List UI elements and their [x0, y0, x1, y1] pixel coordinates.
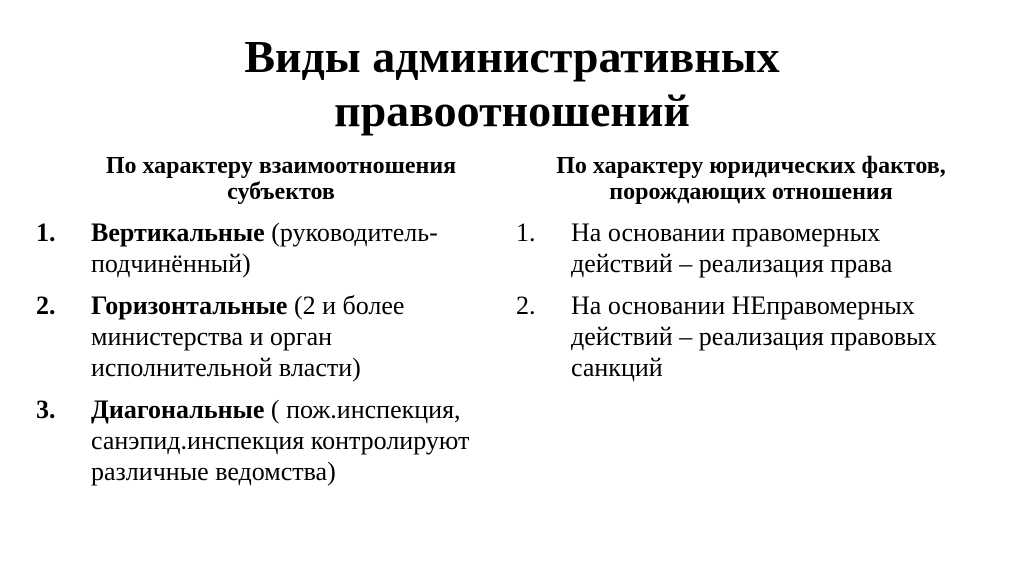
list-item [516, 290, 986, 383]
list-item [36, 394, 512, 487]
list-item-number: 2. [36, 291, 56, 320]
list-item [516, 217, 986, 279]
list-item-term: Горизонтальные [91, 291, 288, 320]
list-item-number: 1. [516, 218, 536, 247]
left-column-heading [36, 153, 512, 205]
list-item-text: На основании НЕправомерных действий – реализация правовых санкций [571, 291, 937, 382]
slide-title-line-1: Виды административных [244, 31, 780, 82]
slide-title-line-2: правоотношений [334, 85, 690, 136]
list-item-term: Вертикальные [91, 218, 265, 247]
list-item-text [91, 290, 512, 383]
list-item-number: 1. [36, 218, 56, 247]
list-item-text [91, 394, 512, 487]
list-item-number: 3. [36, 395, 56, 424]
left-list [36, 217, 512, 487]
list-item-text [91, 217, 512, 279]
right-list [516, 217, 986, 383]
left-column [36, 153, 512, 498]
list-item [36, 217, 512, 279]
list-item-number: 2. [516, 291, 536, 320]
list-item-term: Диагональные [91, 395, 265, 424]
list-item-description: (2 и более министерства и орган исполнительной власти) [91, 291, 405, 382]
list-item [36, 290, 512, 383]
right-column-heading [516, 153, 986, 205]
right-column [516, 153, 986, 394]
list-item-description: (руководитель-подчинённый) [91, 218, 438, 278]
list-item-description: ( пож.инспекция, санэпид.инспекция контролируют различные ведомства) [91, 395, 470, 486]
left-heading-line-1: По характеру взаимоотношения [105, 153, 457, 179]
left-heading-line-2: субъектов [227, 179, 335, 205]
right-heading-line-1: По характеру юридических фактов, [556, 153, 946, 179]
slide-title [0, 30, 1024, 138]
right-heading-line-2: порождающих отношения [609, 179, 893, 205]
list-item-text: На основании правомерных действий – реализация права [571, 218, 893, 278]
